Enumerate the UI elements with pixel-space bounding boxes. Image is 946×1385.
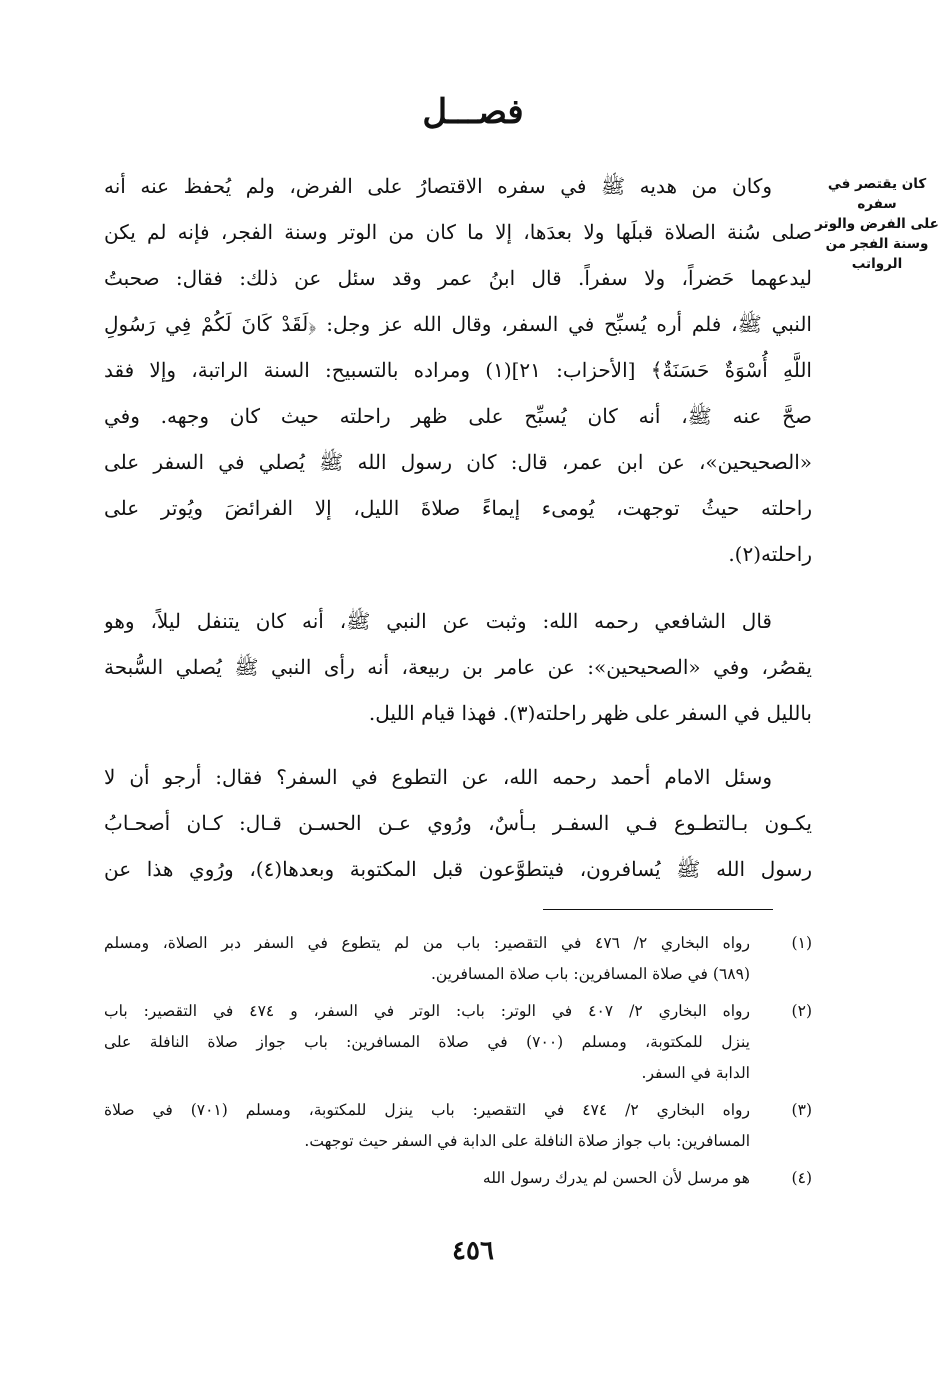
text-line: راحلته(٢). xyxy=(728,542,812,566)
footnote-text: رواه البخاري ٢/ ٤٧٤ في التقصير: باب ينزل للمكتوبة، ومسلم (٧٠١) في صلاة xyxy=(104,1101,750,1119)
margin-note xyxy=(814,174,940,274)
text-line: قال الشافعي رحمه الله: وثبت عن النبي ﷺ، أنه كان يتنفل ليلاً، وهو xyxy=(104,609,772,633)
footnote-number: (٢) xyxy=(791,1002,812,1020)
footnote-text: هو مرسل لأن الحسن لم يدرك رسول الله xyxy=(482,1169,750,1187)
margin-note-line: على الفرض والوتر xyxy=(815,216,939,232)
margin-note-line: كان يقتصر في سفره xyxy=(827,176,927,212)
text-line: رسول الله ﷺ يُسافرون، فيتطوَّعون قبل المكتوبة وبعدها(٤)، ورُوي هذا عن xyxy=(104,857,812,881)
text-line: صحَّ عنه ﷺ، أنه كان يُسبِّح على ظهر راحلته حيث كان وجهه. وفي xyxy=(104,404,812,428)
paragraph-3 xyxy=(104,754,812,892)
footnote-line xyxy=(104,996,812,1027)
footnote-line: (٦٨٩) في صلاة المسافرين: باب صلاة المسافرين. xyxy=(430,965,750,983)
footnote-separator xyxy=(543,909,773,910)
footnote xyxy=(104,1095,812,1157)
text-line: يقصُر، وفي «الصحيحين»: عن عامر بن ربيعة، أنه رأى النبي ﷺ يُصلي السُّبحة xyxy=(104,655,812,679)
footnote xyxy=(104,1163,812,1194)
footnote-line: الدابة في السفر. xyxy=(641,1064,750,1082)
text-line: اللَّهِ أُسْوَةٌ حَسَنَةٌ﴾ [الأحزاب: ٢١](١) ومراده بالتسبيح: السنة الراتبة، وإلا فقد xyxy=(104,358,812,382)
text-line: ليدعهما حَضراً، ولا سفراً. قال ابنُ عمر وقد سئل عن ذلك: فقال: صحبتُ xyxy=(104,266,812,290)
footnote-number: (٤) xyxy=(791,1169,812,1187)
footnote-line: ينزل للمكتوبة، ومسلم (٧٠٠) في صلاة المسافرين: باب جواز صلاة النافلة على xyxy=(104,1033,750,1051)
footnote xyxy=(104,928,812,990)
text-line: بالليل في السفر على ظهر راحلته(٣). فهذا قيام الليل. xyxy=(368,701,812,725)
text-line: راحلته حيثُ توجهت، يُومىء إيماءً صلاةَ الليل، إلا الفرائضَ ويُوتر على xyxy=(104,496,812,520)
text-line: «الصحيحين»، عن ابن عمر، قال: كان رسول الله ﷺ يُصلي في السفر على xyxy=(104,450,812,474)
text-line: وكان من هديه ﷺ في سفره الاقتصارُ على الفرض، ولم يُحفظ عنه أنه xyxy=(104,174,772,198)
footnote-number: (١) xyxy=(791,934,812,952)
margin-note-line: وسنة الفجر من الرواتب xyxy=(825,236,929,272)
section-title: فصـــل xyxy=(422,92,524,132)
page-number: ٤٥٦ xyxy=(452,1236,494,1266)
footnote-number: (٣) xyxy=(791,1101,812,1119)
footnote-line: المسافرين: باب جواز صلاة النافلة على الدابة في السفر حيث توجهت. xyxy=(304,1132,750,1150)
footnote xyxy=(104,996,812,1089)
paragraph-1 xyxy=(104,163,812,577)
text-line: وسئل الامام أحمد رحمه الله، عن التطوع في السفر؟ فقال: أرجو أن لا xyxy=(104,765,772,789)
text-line: النبي ﷺ، فلم أره يُسبِّح في السفر، وقال الله عز وجل: ﴿لَقَدْ كَانَ لَكُمْ فِي رَسُولِ xyxy=(104,312,812,336)
paragraph-2 xyxy=(104,598,812,736)
footnote-text: رواه البخاري ٢/ ٤٠٧ في الوتر: باب: الوتر في السفر، و ٤٧٤ في التقصير: باب xyxy=(104,1002,750,1020)
footnote-text: رواه البخاري ٢/ ٤٧٦ في التقصير: باب من لم يتطوع في السفر دبر الصلاة، ومسلم xyxy=(104,934,750,952)
footnote-line xyxy=(104,928,812,959)
footnotes xyxy=(104,928,812,1194)
text-line: يكـون بـالتطـوع فـي السفـر بـأسٌ، ورُوي عـن الحسـن قـال: كـان أصحـابُ xyxy=(104,811,812,835)
footnote-line xyxy=(104,1163,812,1194)
text-line: صلى سُنة الصلاة قبلَها ولا بعدَها، إلا ما كان من الوتر وسنة الفجر، فإنه لم يكن xyxy=(104,220,812,244)
footnote-line xyxy=(104,1095,812,1126)
